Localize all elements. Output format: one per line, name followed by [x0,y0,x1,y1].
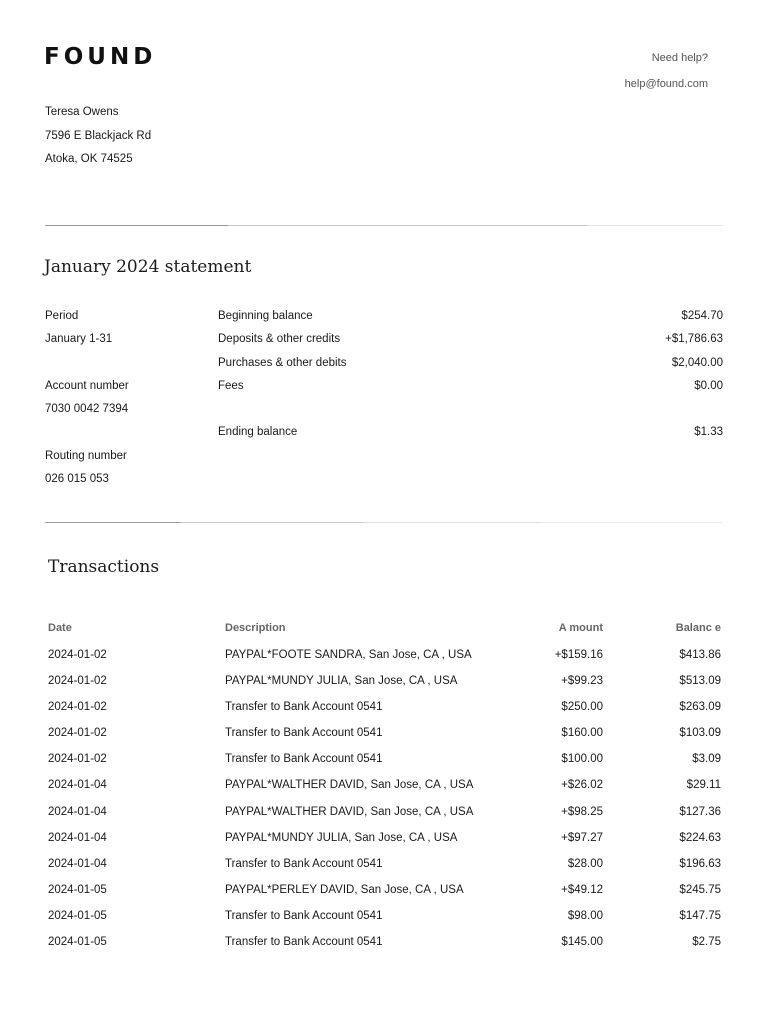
cell-balance: $413.86 [679,649,721,661]
customer-city: Atoka, OK 74525 [45,153,133,165]
cell-description: Transfer to Bank Account 0541 [225,753,383,766]
routing-number-label: Routing number [45,449,127,462]
cell-date: 2024-01-02 [48,675,107,688]
table-row [48,934,724,960]
table-row [48,751,724,777]
header-balance: Balanc e [675,622,721,634]
summary-label: Ending balance [218,426,298,439]
cell-description: Transfer to Bank Account 0541 [225,909,383,922]
cell-description: PAYPAL*PERLEY DAVID, San Jose, CA , USA [225,883,464,896]
summary-row [218,331,723,354]
cell-balance: $245.75 [679,883,721,896]
table-row [48,804,724,830]
routing-number-value: 026 015 053 [45,473,109,486]
header-description: Description [225,622,286,634]
cell-date: 2024-01-05 [48,909,107,922]
divider-top [45,225,723,226]
cell-balance: $263.09 [679,701,721,714]
cell-description: Transfer to Bank Account 0541 [225,857,383,870]
cell-amount: +$98.25 [561,805,603,818]
customer-address [45,104,151,175]
cell-balance: $29.11 [686,779,721,792]
cell-amount: $100.00 [561,753,603,766]
customer-name: Teresa Owens [45,106,119,118]
help-email-link[interactable]: help@found.com [624,78,708,90]
table-row [48,777,724,803]
summary-row [218,308,723,331]
cell-description: Transfer to Bank Account 0541 [225,701,383,714]
table-row [48,699,724,725]
cell-date: 2024-01-04 [48,831,107,844]
summary-row [218,424,723,447]
table-header [48,620,724,638]
cell-amount: $160.00 [561,727,603,740]
cell-amount: +$99.23 [561,675,603,688]
account-details [45,308,129,494]
spacer [45,424,129,447]
cell-date: 2024-01-05 [48,883,107,896]
cell-amount: $250.00 [561,701,603,714]
cell-balance: $147.75 [679,909,721,922]
table-row [48,856,724,882]
summary-value: +$1,786.63 [665,333,723,346]
cell-date: 2024-01-04 [48,805,107,818]
cell-description: Transfer to Bank Account 0541 [225,727,383,740]
summary-label: Purchases & other debits [218,356,347,369]
cell-amount: $98.00 [567,909,603,922]
cell-description: PAYPAL*MUNDY JULIA, San Jose, CA , USA [225,831,458,844]
cell-balance: $196.63 [679,857,721,870]
summary-row [218,378,723,401]
account-number-label: Account number [45,379,129,392]
cell-amount: +$97.27 [561,831,603,844]
help-block [625,50,708,102]
summary-value: $2,040.00 [671,356,723,369]
transactions-title: Transactions [48,557,160,577]
cell-description: Transfer to Bank Account 0541 [225,936,383,949]
summary-row-spacer [218,401,723,424]
table-row [48,882,724,908]
cell-description: PAYPAL*WALTHER DAVID, San Jose, CA , USA [225,805,474,818]
summary-value: $254.70 [681,310,723,322]
cell-date: 2024-01-05 [48,936,107,949]
cell-date: 2024-01-02 [48,701,107,714]
cell-date: 2024-01-02 [48,753,107,766]
summary-value: $1.33 [694,426,723,439]
summary-value: $0.00 [694,379,723,392]
cell-balance: $2.75 [692,936,721,949]
table-row [48,830,724,856]
summary-label: Fees [218,379,244,392]
cell-description: PAYPAL*MUNDY JULIA, San Jose, CA , USA [225,675,458,688]
table-row [48,647,724,673]
table-row [48,725,724,751]
cell-balance: $127.36 [679,805,721,818]
summary-label: Deposits & other credits [218,333,341,346]
cell-date: 2024-01-02 [48,649,107,661]
summary-row [218,355,723,378]
period-value: January 1-31 [45,333,113,346]
cell-balance: $224.63 [679,831,721,844]
cell-description: PAYPAL*WALTHER DAVID, San Jose, CA , USA [225,779,474,792]
transactions-table [48,620,724,960]
statement-title: January 2024 statement [44,257,252,277]
spacer [45,355,129,378]
summary-label: Beginning balance [218,310,313,322]
account-number-value: 7030 0042 7394 [45,403,129,416]
cell-amount: $28.00 [567,857,603,870]
balance-summary [218,308,723,448]
cell-amount: +$26.02 [561,779,603,792]
divider-middle [45,522,723,523]
cell-date: 2024-01-04 [48,857,107,870]
cell-amount: +$49.12 [561,883,603,896]
table-row [48,673,724,699]
cell-description: PAYPAL*FOOTE SANDRA, San Jose, CA , USA [225,649,472,661]
found-logo: FOUND [44,44,157,70]
period-label: Period [45,310,79,322]
cell-date: 2024-01-04 [48,779,107,792]
header-amount: A mount [558,622,603,634]
cell-amount: $145.00 [561,936,603,949]
help-prompt: Need help? [651,52,708,64]
header-date: Date [48,622,72,634]
cell-balance: $513.09 [679,675,721,688]
table-row [48,908,724,934]
cell-balance: $3.09 [692,753,721,766]
cell-balance: $103.09 [679,727,721,740]
cell-date: 2024-01-02 [48,727,107,740]
cell-amount: +$159.16 [554,649,603,661]
customer-street: 7596 E Blackjack Rd [45,129,152,142]
